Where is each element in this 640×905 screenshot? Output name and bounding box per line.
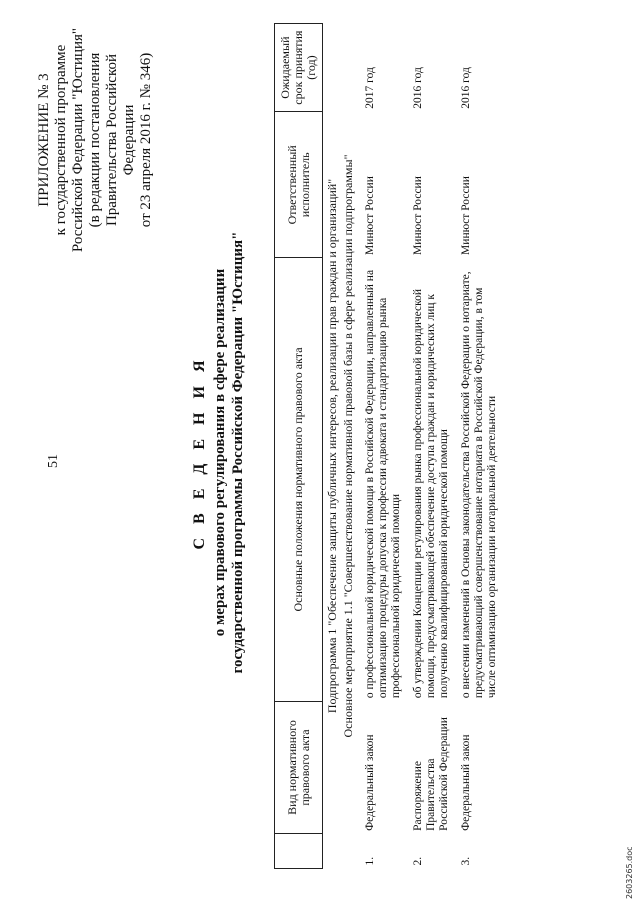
appendix-line: (в редакции постановления (87, 52, 103, 228)
table-row (361, 24, 409, 869)
page-number: 51 (46, 454, 61, 468)
header-num (275, 834, 323, 869)
row-executor: Минюст России (460, 176, 472, 255)
appendix-line: Правительства Российской Федерации (104, 53, 137, 227)
row-provisions: о профессиональной юридической помощи в Российской Федерации, направленный на оптимизацию процедуры допуска к профессии адвоката и стандартизацию рынка профессиональной юридической помощи (364, 269, 402, 699)
measures-table (274, 23, 505, 869)
header-act-type: Вид нормативного правового акта (275, 701, 323, 834)
subprogram-row (323, 24, 340, 869)
table-row (457, 24, 505, 869)
row-year: 2016 год (460, 67, 472, 109)
row-year: 2016 год (412, 67, 424, 109)
title-main: С В Е Д Е Н И Я (191, 355, 208, 550)
row-num: 1. (364, 856, 376, 866)
activity-title: Основное мероприятие 1.1 "Совершенствование нормативной правовой базы в сфере реализации подпрограммы" (341, 154, 355, 738)
header-provisions: Основные положения нормативного правового акта (275, 258, 323, 701)
row-provisions: об утверждении Концепции регулирования рынка профессиональной юридической помощи, предусматривающей обеспечение доступа граждан и юридических лиц к получению квалифицированной юридической помощи (412, 288, 450, 699)
row-num: 3. (460, 856, 472, 866)
subprogram-title: Подпрограмма 1 "Обеспечение защиты публичных интересов, реализации прав граждан и организаций" (325, 178, 339, 714)
row-year: 2017 год (364, 67, 376, 109)
header-executor: Ответственный исполнитель (275, 112, 323, 258)
appendix-block (36, 25, 155, 255)
table-header-row (275, 24, 323, 869)
activity-row (339, 24, 361, 869)
row-act-type: Распоряжение Правительства Российской Федерации (412, 717, 450, 831)
appendix-line: к государственной программе (53, 44, 69, 236)
row-provisions: о внесении изменений в Основы законодательства Российской Федерации о нотариате, предусматривающий совершенствование нотариата в Российской Федерации, в том числе оптимизацию организации нотариальной деятельности (460, 271, 498, 699)
file-code: 2603265.doc (625, 846, 634, 899)
row-act-type: Федеральный закон (364, 734, 376, 831)
appendix-line: от 23 апреля 2016 г. № 346) (138, 52, 154, 228)
table-row (409, 24, 457, 869)
document-title (189, 0, 247, 905)
row-num: 2. (412, 856, 424, 866)
appendix-line: ПРИЛОЖЕНИЕ № 3 (36, 73, 52, 207)
appendix-line: Российской Федерации "Юстиция" (70, 27, 86, 253)
header-year: Ожидаемый срок принятия (год) (275, 24, 323, 112)
title-line-1: о мерах правового регулирования в сфере реализации (212, 268, 228, 637)
row-executor: Минюст России (364, 176, 376, 255)
title-line-2: государственной программы Российской Федерации "Юстиция" (230, 231, 246, 674)
row-executor: Минюст России (412, 176, 424, 255)
row-act-type: Федеральный закон (460, 734, 472, 831)
